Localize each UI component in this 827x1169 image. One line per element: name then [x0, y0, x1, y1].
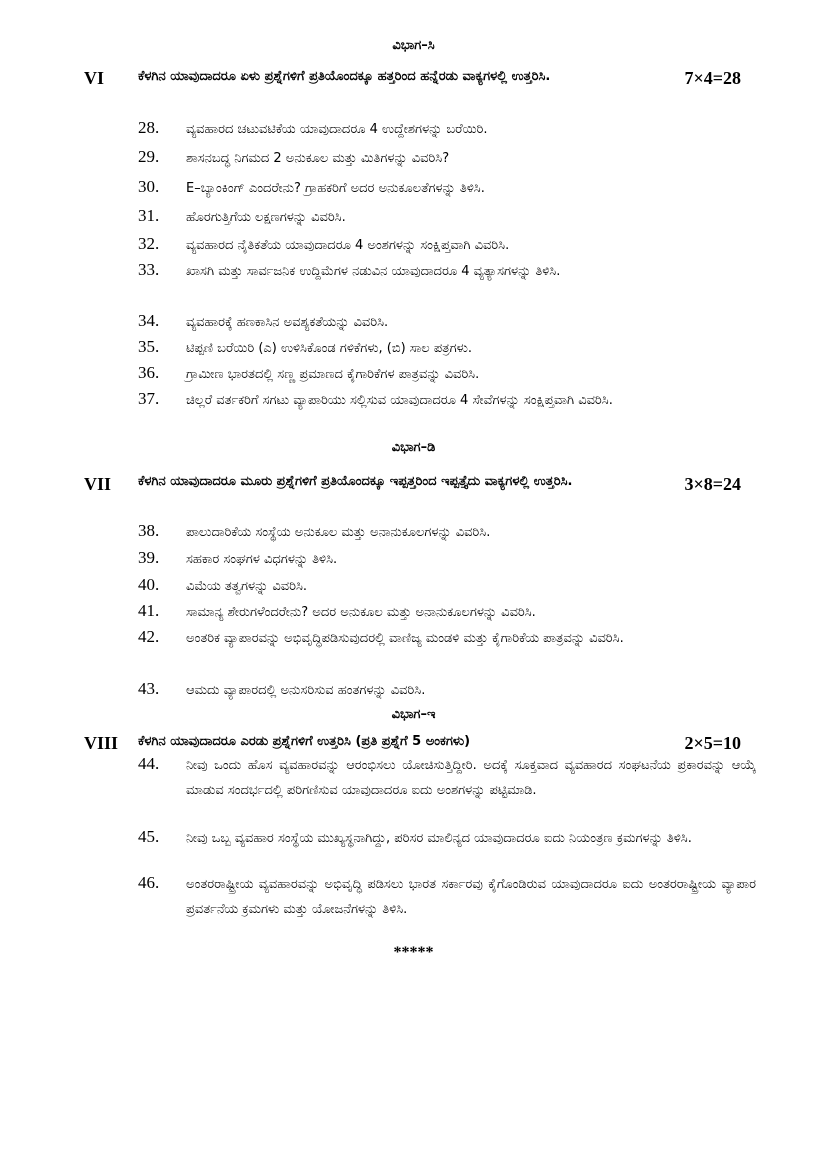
question-text: ನೀವು ಒಬ್ಬ ವ್ಯವಹಾರ ಸಂಸ್ಥೆಯ ಮುಖ್ಯಸ್ಥನಾಗಿದ್ದು, ಪರಿಸರ ಮಾಲಿನ್ಯದ ಯಾವುದಾದರೂ ಐದು ನಿಯಂತ್ರಣ ಕ್ರಮಗಳನ್ನು ತಿಳಿಸಿ.	[186, 831, 692, 846]
question-text: ವಿಮೆಯ ತತ್ವಗಳನ್ನು ವಿವರಿಸಿ.	[186, 579, 307, 594]
question-number: 34.	[138, 311, 160, 330]
question-text: ಅಂತರಿಕ ವ್ಯಾಪಾರವನ್ನು ಅಭಿವೃದ್ಧಿಪಡಿಸುವುದರಲ್ಲಿ ವಾಣಿಜ್ಯ ಮಂಡಳಿ ಮತ್ತು ಕೈಗಾರಿಕೆಯ ಪಾತ್ರವನ್ನು ವಿವರಿಸಿ.	[186, 631, 624, 646]
section-d-instruction: ಕೆಳಗಿನ ಯಾವುದಾದರೂ ಮೂರು ಪ್ರಶ್ನೆಗಳಿಗೆ ಪ್ರತಿಯೊಂದಕ್ಕೂ ಇಪ್ಪತ್ತರಿಂದ ಇಪ್ಪತ್ತೈದು ವಾಕ್ಯಗಳಲ್ಲಿ ಉತ್ತರಿಸಿ.	[138, 474, 573, 489]
question-number: 43.	[138, 679, 160, 698]
question-number: 41.	[138, 601, 160, 620]
section-e-roman: VIII	[84, 733, 119, 753]
question-text: ಖಾಸಗಿ ಮತ್ತು ಸಾರ್ವಜನಿಕ ಉದ್ದಿಮೆಗಳ ನಡುವಿನ ಯಾವುದಾದರೂ 4 ವ್ಯತ್ಯಾಸಗಳನ್ನು ತಿಳಿಸಿ.	[186, 264, 561, 279]
section-c-roman: VI	[84, 68, 105, 88]
question-text: ವ್ಯವಹಾರದ ನೈತಿಕತೆಯ ಯಾವುದಾದರೂ 4 ಅಂಶಗಳನ್ನು ಸಂಕ್ಷಿಪ್ತವಾಗಿ ವಿವರಿಸಿ.	[186, 238, 510, 253]
question-number: 33.	[138, 260, 160, 279]
question-number: 35.	[138, 337, 160, 356]
question-number: 45.	[138, 827, 160, 846]
question-number: 36.	[138, 363, 160, 382]
section-e-marks: 2×5=10	[684, 733, 741, 753]
question-text: ಟಿಪ್ಪಣಿ ಬರೆಯಿರಿ (ಎ) ಉಳಿಸಿಕೊಂಡ ಗಳಿಕೆಗಳು, (ಬಿ) ಸಾಲ ಪತ್ರಗಳು.	[186, 341, 472, 356]
question-number: 38.	[138, 521, 160, 540]
question-number: 29.	[138, 147, 160, 166]
question-text: ಹೊರಗುತ್ತಿಗೆಯ ಲಕ್ಷಣಗಳನ್ನು ವಿವರಿಸಿ.	[186, 210, 346, 225]
question-text: ಗ್ರಾಮೀಣ ಭಾರತದಲ್ಲಿ ಸಣ್ಣ ಪ್ರಮಾಣದ ಕೈಗಾರಿಕೆಗಳ ಪಾತ್ರವನ್ನು ವಿವರಿಸಿ.	[186, 367, 480, 382]
question-text: ಸಾಮಾನ್ಯ ಶೇರುಗಳೆಂದರೇನು? ಅದರ ಅನುಕೂಲ ಮತ್ತು ಅನಾನುಕೂಲಗಳನ್ನು ವಿವರಿಸಿ.	[186, 605, 536, 620]
question-number: 30.	[138, 177, 160, 196]
section-e-instruction: ಕೆಳಗಿನ ಯಾವುದಾದರೂ ಎರಡು ಪ್ರಶ್ನೆಗಳಿಗೆ ಉತ್ತರಿಸಿ (ಪ್ರತಿ ಪ್ರಶ್ನೆಗೆ 5 ಅಂಕಗಳು)	[138, 734, 471, 749]
question-text: ವ್ಯವಹಾರದ ಚಟುವಟಿಕೆಯ ಯಾವುದಾದರೂ 4 ಉದ್ದೇಶಗಳನ್ನು ಬರೆಯಿರಿ.	[186, 122, 488, 137]
section-c-marks: 7×4=28	[684, 68, 741, 88]
question-number: 40.	[138, 575, 160, 594]
question-number: 42.	[138, 627, 160, 646]
question-text: ನೀವು ಒಂದು ಹೊಸ ವ್ಯವಹಾರವನ್ನು ಆರಂಭಿಸಲು ಯೋಚಿಸುತ್ತಿದ್ದೀರಿ. ಅದಕ್ಕೆ ಸೂಕ್ತವಾದ ವ್ಯವಹಾರದ ಸಂಘಟನೆಯ ಪ್ರಕಾರವನ್ನು ಆಯ್ಕೆ ಮಾಡುವ ಸಂದರ್ಭದಲ್ಲಿ ಪರಿಗಣಿಸುವ ಯಾವುದಾದರೂ ಐದು ಅಂಶಗಳನ್ನು ಪಟ್ಟಿಮಾಡಿ.	[186, 758, 756, 798]
end-of-paper-mark: *****	[393, 944, 434, 961]
section-c-heading: ವಿಭಾಗ–ಸಿ	[392, 38, 435, 53]
section-d-marks: 3×8=24	[684, 474, 741, 494]
question-text: ಶಾಸನಬದ್ಧ ನಿಗಮದ 2 ಅನುಕೂಲ ಮತ್ತು ಮಿತಿಗಳನ್ನು ವಿವರಿಸಿ?	[186, 151, 450, 166]
section-d-roman: VII	[84, 474, 112, 494]
section-e-heading: ವಿಭಾಗ–ಇ	[391, 707, 436, 722]
question-number: 37.	[138, 389, 160, 408]
question-text: ಪಾಲುದಾರಿಕೆಯ ಸಂಸ್ಥೆಯ ಅನುಕೂಲ ಮತ್ತು ಅನಾನುಕೂಲಗಳನ್ನು ವಿವರಿಸಿ.	[186, 525, 491, 540]
question-text: ಚಿಲ್ಲರೆ ವರ್ತಕರಿಗೆ ಸಗಟು ವ್ಯಾಪಾರಿಯು ಸಲ್ಲಿಸುವ ಯಾವುದಾದರೂ 4 ಸೇವೆಗಳನ್ನು ಸಂಕ್ಷಿಪ್ತವಾಗಿ ವಿವರಿಸಿ.	[186, 393, 613, 408]
section-d-heading: ವಿಭಾಗ–ಡಿ	[391, 440, 436, 455]
question-number: 39.	[138, 548, 160, 567]
section-c-instruction: ಕೆಳಗಿನ ಯಾವುದಾದರೂ ಏಳು ಪ್ರಶ್ನೆಗಳಿಗೆ ಪ್ರತಿಯೊಂದಕ್ಕೂ ಹತ್ತರಿಂದ ಹನ್ನೆರಡು ವಾಕ್ಯಗಳಲ್ಲಿ ಉತ್ತರಿಸಿ.	[138, 69, 551, 84]
question-number: 28.	[138, 118, 160, 137]
question-text: ವ್ಯವಹಾರಕ್ಕೆ ಹಣಕಾಸಿನ ಅವಶ್ಯಕತೆಯನ್ನು ವಿವರಿಸಿ.	[186, 315, 389, 330]
question-number: 31.	[138, 206, 160, 225]
question-text: ಆಮದು ವ್ಯಾಪಾರದಲ್ಲಿ ಅನುಸರಿಸುವ ಹಂತಗಳನ್ನು ವಿವರಿಸಿ.	[186, 683, 426, 698]
question-number: 46.	[138, 873, 160, 892]
question-text: ಸಹಕಾರ ಸಂಘಗಳ ವಿಧಗಳನ್ನು ತಿಳಿಸಿ.	[186, 552, 338, 567]
question-number: 44.	[138, 754, 160, 773]
question-number: 32.	[138, 234, 160, 253]
question-text: E–ಬ್ಯಾಂಕಿಂಗ್ ಎಂದರೇನು? ಗ್ರಾಹಕರಿಗೆ ಅದರ ಅನುಕೂಲತೆಗಳನ್ನು ತಿಳಿಸಿ.	[186, 181, 485, 196]
question-text: ಅಂತರರಾಷ್ಟ್ರೀಯ ವ್ಯವಹಾರವನ್ನು ಅಭಿವೃದ್ಧಿ ಪಡಿಸಲು ಭಾರತ ಸರ್ಕಾರವು ಕೈಗೊಂಡಿರುವ ಯಾವುದಾದರೂ ಐದು ಅಂತರರಾಷ್ಟ್ರೀಯ ವ್ಯಾಪಾರ ಪ್ರವರ್ತನೆಯ ಕ್ರಮಗಳು ಮತ್ತು ಯೋಜನೆಗಳನ್ನು ತಿಳಿಸಿ.	[186, 877, 756, 917]
